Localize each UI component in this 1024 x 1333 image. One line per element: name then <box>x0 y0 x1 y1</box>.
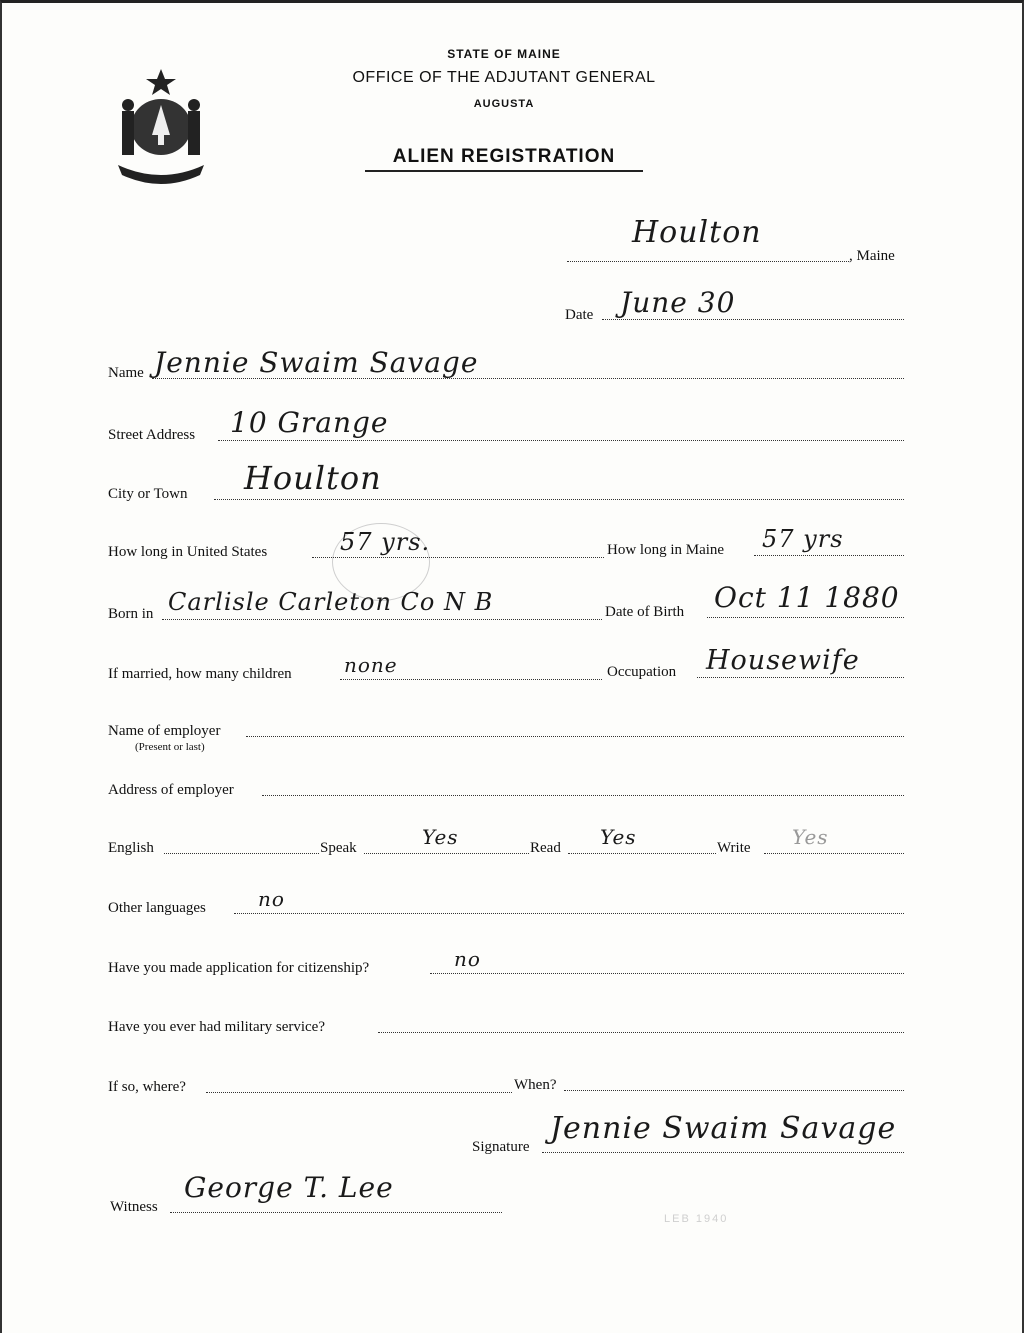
signature-line <box>542 1152 904 1153</box>
place-value[interactable]: Houlton <box>632 215 762 250</box>
witness-value[interactable]: George T. Lee <box>184 1171 394 1204</box>
name-label: Name <box>108 365 144 381</box>
other-languages-label: Other languages <box>108 900 206 916</box>
write-label: Write <box>717 840 751 856</box>
speak-value[interactable]: Yes <box>422 825 459 849</box>
write-value[interactable]: Yes <box>792 825 829 849</box>
office-heading: OFFICE OF THE ADJUTANT GENERAL <box>352 69 656 86</box>
citizenship-label: Have you made application for citizenship? <box>108 960 370 976</box>
read-label: Read <box>530 840 561 856</box>
us-time-value[interactable]: 57 yrs. <box>340 528 431 556</box>
city-heading: AUGUSTA <box>473 98 535 110</box>
citizenship-value[interactable]: no <box>454 947 481 971</box>
faded-received-stamp: LEB 1940 <box>664 1213 729 1225</box>
maine-time-label: How long in Maine <box>607 542 725 558</box>
when-label: When? <box>514 1077 557 1093</box>
state-heading: STATE OF MAINE <box>447 47 561 61</box>
where-label: If so, where? <box>108 1079 186 1095</box>
read-value[interactable]: Yes <box>600 825 637 849</box>
occupation-line <box>697 677 904 678</box>
title-underline <box>365 170 643 172</box>
other-languages-line <box>234 913 904 914</box>
signature-label: Signature <box>472 1139 530 1155</box>
read-line <box>568 853 716 854</box>
speak-label: Speak <box>320 840 357 856</box>
children-line <box>340 679 602 680</box>
witness-label: Witness <box>110 1199 158 1215</box>
occupation-value[interactable]: Housewife <box>706 645 860 676</box>
military-line[interactable] <box>378 1032 904 1033</box>
english-line <box>164 853 319 854</box>
place-label: , Maine <box>849 248 895 264</box>
witness-line <box>170 1212 502 1213</box>
date-value[interactable]: June 30 <box>620 286 736 319</box>
speak-line <box>364 853 529 854</box>
name-value[interactable]: Jennie Swaim Savage <box>154 346 479 379</box>
dob-label: Date of Birth <box>605 604 685 620</box>
place-line <box>567 261 849 262</box>
other-languages-value[interactable]: no <box>258 887 285 911</box>
us-time-line <box>312 557 604 558</box>
children-value[interactable]: none <box>344 653 398 677</box>
dob-line <box>707 617 904 618</box>
dob-value[interactable]: Oct 11 1880 <box>714 581 900 614</box>
maine-time-value[interactable]: 57 yrs <box>762 525 844 553</box>
city-label: City or Town <box>108 486 188 502</box>
born-label: Born in <box>108 606 154 622</box>
where-line[interactable] <box>206 1092 512 1093</box>
form-title: ALIEN REGISTRATION <box>392 146 616 167</box>
employer-address-label: Address of employer <box>108 782 234 798</box>
employer-label: Name of employer <box>108 723 221 739</box>
signature-value[interactable]: Jennie Swaim Savage <box>550 1111 897 1146</box>
date-label: Date <box>565 307 594 323</box>
children-label: If married, how many children <box>108 666 292 682</box>
english-label: English <box>108 840 154 856</box>
us-time-label: How long in United States <box>108 544 268 560</box>
street-label: Street Address <box>108 427 196 443</box>
military-label: Have you ever had military service? <box>108 1019 325 1035</box>
write-line <box>764 853 904 854</box>
street-line <box>218 440 904 441</box>
city-value[interactable]: Houlton <box>244 459 382 497</box>
street-value[interactable]: 10 Grange <box>230 406 389 439</box>
citizenship-line <box>430 973 904 974</box>
occupation-label: Occupation <box>607 664 677 680</box>
employer-sublabel: (Present or last) <box>135 741 205 753</box>
date-line <box>602 319 904 320</box>
born-value[interactable]: Carlisle Carleton Co N B <box>168 588 494 616</box>
born-line <box>162 619 602 620</box>
when-line[interactable] <box>564 1090 904 1091</box>
maine-time-line <box>754 555 904 556</box>
employer-line[interactable] <box>246 736 904 737</box>
employer-address-line[interactable] <box>262 795 904 796</box>
city-line <box>214 499 904 500</box>
